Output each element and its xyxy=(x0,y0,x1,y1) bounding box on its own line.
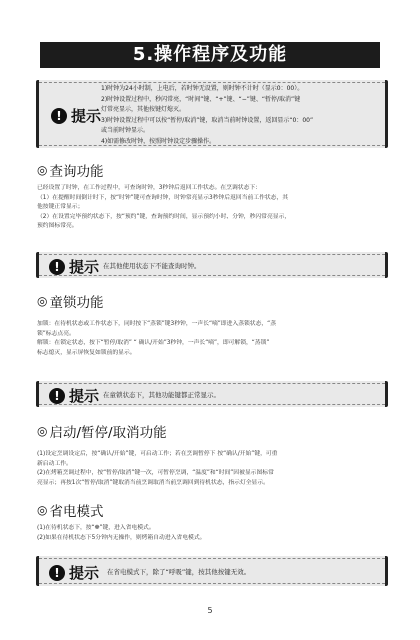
body-line: 他按键正常显示； xyxy=(37,204,84,210)
section-marker-icon: ◎ xyxy=(37,163,48,177)
tip-line: 灯常亮显示，其他按键灯熄灭。 xyxy=(101,106,186,113)
body-line: (1)在待机状态下，按“❁”键，进入省电模式。 xyxy=(37,525,155,531)
section-title-text: 查询功能 xyxy=(49,164,104,180)
tip-line: 1)时钟为24小时制，上电后，若时钟无设置，则时钟不计时（显示0：00）。 xyxy=(101,85,304,92)
section-body-power-saving xyxy=(37,524,385,543)
body-line: （2）在设置完毕预约状态下，按“预约”键，查询预约时间，显示预约小时、分钟，秒闪常亮显示， xyxy=(37,213,291,220)
tip-text: 在童锁状态下，其他功能键都正常显示。 xyxy=(103,391,220,399)
tip-label-text: 提示 xyxy=(69,258,100,276)
body-line: (2)在烤箱烹调过程中，按“暂停/取消”键一次，可暂停烹调，“温度”和“时间”因被显示图标常 xyxy=(37,470,274,476)
section-marker-icon: ◎ xyxy=(37,503,48,517)
section-body-child-lock xyxy=(37,320,385,358)
body-line: 亮显示；再按1次“暂停/取消”键取消当前烹调取消当前烹调回到待机状态，指示灯全显示。 xyxy=(37,479,269,486)
section-marker-icon: ◎ xyxy=(37,294,48,308)
body-line: 预约图标常亮。 xyxy=(37,223,78,229)
body-line: 已经设置了时钟，在工作过程中，可查询时钟，3秒钟后返回工作状态。在烹调状态下： xyxy=(37,185,261,191)
section-body-query xyxy=(37,184,385,232)
body-line: 新启动工作。 xyxy=(37,460,72,467)
tip-label-text: 提示 xyxy=(69,564,100,582)
tip-line: 2)时钟设置过程中，秒闪常亮，“时间”键、“+”键、“−”键、“暂停/取消”键 xyxy=(101,95,301,103)
warning-icon: ! xyxy=(49,259,65,275)
body-line: (2)如果在待机状态下5分钟内无操作，则烤箱自动进入省电模式。 xyxy=(37,534,206,541)
tip-line: 或当前时钟显示。 xyxy=(101,127,150,134)
section-title-child-lock xyxy=(37,291,103,311)
tip-label-text: 提示 xyxy=(71,107,102,125)
page-number: 5 xyxy=(207,606,213,615)
tip-box-child-lock xyxy=(36,381,388,407)
tip-label xyxy=(49,256,99,277)
tip-box-power-saving xyxy=(36,556,388,586)
tip-label xyxy=(49,562,99,583)
tip-label xyxy=(51,105,101,126)
tip-line: 3)时钟设置过程中可以按“暂停/取消”键，取消当前时钟设置，返回显示“0：00” xyxy=(101,116,314,124)
section-title-start-pause-cancel xyxy=(37,421,167,441)
tip-text: 在省电模式下，除了“呼吸”键，按其他按键无效。 xyxy=(107,568,251,576)
tip-box-query xyxy=(36,252,388,278)
body-line: 解锁：在锁定状态，按下“暂停/取消” “ 确认/开始”3秒钟，一声长“嘀”，即可解锁，“蒸锁” xyxy=(37,340,270,346)
section-title-power-saving xyxy=(37,500,103,520)
tip-box-clock-notes xyxy=(36,80,388,148)
warning-icon: ! xyxy=(51,108,67,124)
page-title: 5.操作程序及功能 xyxy=(40,42,380,68)
tip-line: 4)如需修改时钟，按照时钟设定步骤操作。 xyxy=(101,137,216,145)
warning-icon: ! xyxy=(49,388,65,404)
tip-label xyxy=(49,385,99,406)
body-line: (1)设定烹调设定后，按“确认/开始”键，可启动工作；若在烹调暂停下 按“确认/开始”键，可重 xyxy=(37,451,278,457)
tip-label-text: 提示 xyxy=(69,387,100,405)
section-title-query xyxy=(37,160,103,180)
section-body-start-pause-cancel xyxy=(37,450,385,488)
body-line: 标志熄灭，显示屏恢复如锁前的显示。 xyxy=(37,349,136,356)
tip-text: 在其他使用状态下不能查询时钟。 xyxy=(103,262,201,270)
section-title-text: 启动/暂停/取消功能 xyxy=(49,425,167,441)
body-line: 锁”标志点亮。 xyxy=(37,330,75,337)
section-title-text: 童锁功能 xyxy=(49,295,104,311)
tip-lines xyxy=(101,84,375,147)
body-line: 加锁：在待机状态或工作状态下，同时按下“蒸锁”键3秒钟，一声长“嘀”即进入蒸锁状态，“蒸 xyxy=(37,321,276,327)
warning-icon: ! xyxy=(49,565,65,581)
body-line: （1）在提醒时间倒计时下，按“时钟”键可查询时钟，时钟常亮显示3秒钟后返回当前工作状态，其 xyxy=(37,194,289,201)
section-marker-icon: ◎ xyxy=(37,424,48,438)
section-title-text: 省电模式 xyxy=(49,504,104,520)
